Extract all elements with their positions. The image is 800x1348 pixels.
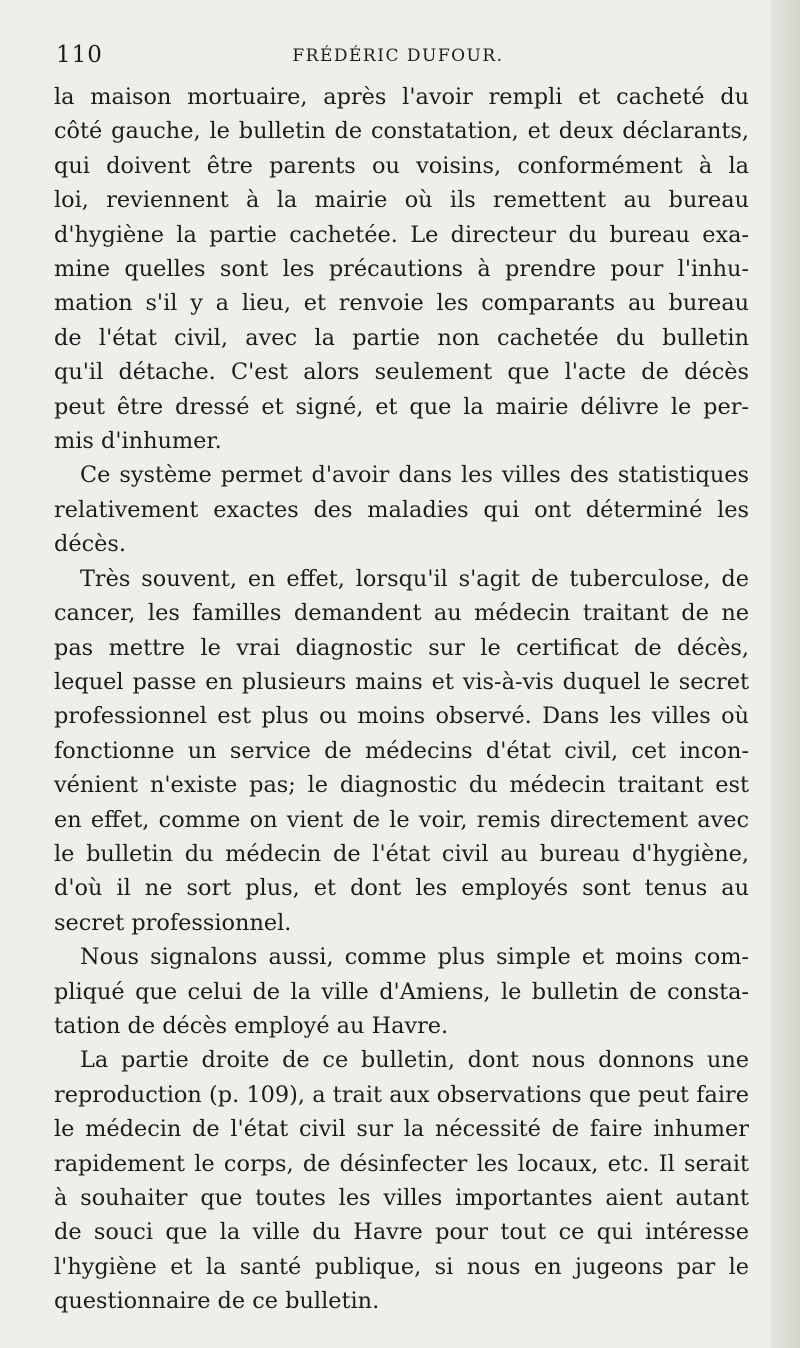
text-line: professionnel est plus ou moins observé. Dans les villes où xyxy=(54,703,749,730)
text-line: en effet, comme on vient de le voir, remis directement avec xyxy=(54,806,749,833)
text-line: rapidement le corps, de désinfecter les locaux, etc. Il serait xyxy=(54,1150,749,1177)
text-line: mation s'il y a lieu, et renvoie les comparants au bureau xyxy=(54,290,749,317)
page-number: 110 xyxy=(56,42,103,68)
text-line: qu'il détache. C'est alors seulement que l'acte de décès xyxy=(54,359,749,386)
text-line: Très souvent, en effet, lorsqu'il s'agit de tuberculose, de xyxy=(80,565,749,592)
running-head: FRÉDÉRIC DUFOUR. xyxy=(292,46,504,66)
text-line: Nous signalons aussi, comme plus simple et moins com- xyxy=(80,944,749,971)
paragraph xyxy=(54,80,749,458)
text-line: cancer, les familles demandent au médecin traitant de ne xyxy=(54,600,749,627)
text-line: relativement exactes des maladies qui ont déterminé les xyxy=(54,496,749,523)
text-line: pas mettre le vrai diagnostic sur le certificat de décès, xyxy=(54,634,749,661)
text-line: de souci que la ville du Havre pour tout ce qui intéresse xyxy=(54,1219,749,1246)
text-line: lequel passe en plusieurs mains et vis-à-vis duquel le secret xyxy=(54,668,749,695)
text-line: le bulletin du médecin de l'état civil au bureau d'hygiène, xyxy=(54,840,749,867)
text-line: à souhaiter que toutes les villes importantes aient autant xyxy=(54,1185,749,1211)
text-line: décès. xyxy=(54,531,126,558)
text-line: d'où il ne sort plus, et dont les employés sont tenus au xyxy=(54,875,749,902)
page-edge-shadow xyxy=(770,0,800,1348)
text-line: mine quelles sont les précautions à prendre pour l'inhu- xyxy=(54,256,749,283)
text-line: le médecin de l'état civil sur la nécessité de faire inhumer xyxy=(54,1116,749,1143)
text-line: tation de décès employé au Havre. xyxy=(54,1012,449,1039)
text-line: loi, reviennent à la mairie où ils remettent au bureau xyxy=(54,187,749,214)
text-line: reproduction (p. 109), a trait aux observations que peut faire xyxy=(54,1081,749,1108)
text-line: Ce système permet d'avoir dans les villes des statistiques xyxy=(80,462,749,489)
text-line: de l'état civil, avec la partie non cachetée du bulletin xyxy=(54,324,749,351)
text-line: côté gauche, le bulletin de constatation, et deux déclarants, xyxy=(54,118,749,145)
paragraph xyxy=(54,1043,749,1318)
text-line: fonctionne un service de médecins d'état civil, cet incon- xyxy=(54,737,749,764)
text-line: l'hygiène et la santé publique, si nous en jugeons par le xyxy=(54,1253,749,1280)
text-line: d'hygiène la partie cachetée. Le directeur du bureau exa- xyxy=(54,221,749,248)
text-line: vénient n'existe pas; le diagnostic du médecin traitant est xyxy=(54,772,749,799)
text-line: la maison mortuaire, après l'avoir rempli et cacheté du xyxy=(54,84,749,110)
body-text xyxy=(54,80,749,1319)
text-line: mis d'inhumer. xyxy=(54,428,222,455)
paragraph xyxy=(54,940,749,1043)
text-line: qui doivent être parents ou voisins, conformément à la xyxy=(54,152,749,179)
text-line: La partie droite de ce bulletin, dont nous donnons une xyxy=(80,1047,749,1074)
text-line: secret professionnel. xyxy=(54,909,292,936)
text-line: peut être dressé et signé, et que la mairie délivre le per- xyxy=(54,393,749,420)
text-line: pliqué que celui de la ville d'Amiens, le bulletin de consta- xyxy=(54,978,749,1005)
paragraph xyxy=(54,458,749,561)
page-header xyxy=(56,42,740,72)
text-line: questionnaire de ce bulletin. xyxy=(54,1288,380,1315)
paragraph xyxy=(54,562,749,940)
